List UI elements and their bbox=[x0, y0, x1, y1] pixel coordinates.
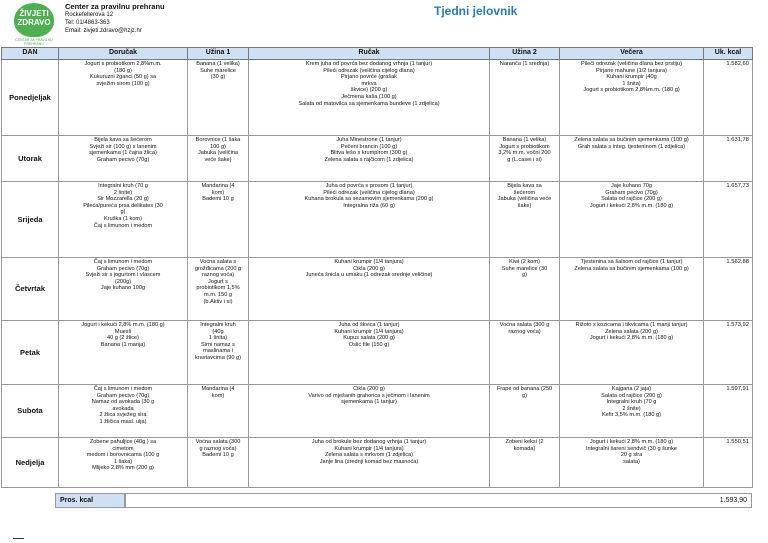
organization-info bbox=[65, 2, 165, 35]
snack2-cell: Naranča (1 srednja) bbox=[490, 60, 560, 136]
day-name: Subota bbox=[2, 385, 59, 438]
table-header-row bbox=[2, 48, 753, 60]
kcal-cell: 1.597,91 bbox=[704, 385, 753, 438]
lunch-cell: Krem juha od povrća bez dodanog vrhnja (1 tanjur) Pileći odrezak (veličina cijelog dlana) Pirjano povrće (grašak mrkva škvice) (200 g) Ječmena kaša (100 g) Salata od matovilca sa sjemenkama bundeve (1 zdjelica) bbox=[249, 60, 490, 136]
day-name: Nedjelja bbox=[2, 438, 59, 488]
dinner-cell: Jaje kuhano 70g Graham pecivo (70g) Salata od rajčice (200 g) Jogurt i kekući 2,8% m.m. (180 g) bbox=[560, 182, 704, 258]
breakfast-cell: Integralni kruh (70 g 2 šnite) Sir Mozzarella (20 g) Pileća/pureća prsa delikates (30 g) Kruška (1 kom) Čaj s limunom i medom bbox=[59, 182, 188, 258]
column-header-day: DAN bbox=[2, 48, 59, 60]
breakfast-cell: Čaj s limunom i medom Graham pecivo (70g) Svježi sir s jogurtom i vlascem (200g) Jaje kuhano 100g bbox=[59, 258, 188, 321]
snack2-cell: Zobeni keksi (2 komada) bbox=[490, 438, 560, 488]
table-row bbox=[2, 60, 753, 136]
column-header-breakfast: Doručak bbox=[59, 48, 188, 60]
dinner-cell: Rižoto s kozicama i tikvicama (1 manji tanjur) Zelena salata (200 g) Jogurt i kekući 2,8% m.m. (180 g) bbox=[560, 321, 704, 385]
kcal-cell: 1.562,88 bbox=[704, 258, 753, 321]
lunch-cell: Juha Minestrone (1 tanjur) Pečeni brancin (100 g) Blitva lešo s krumpirom (300 g) Zelena salata s rajčicom (1 zdjelica) bbox=[249, 136, 490, 182]
breakfast-cell: Bijela kava sa šećerom Svježi sir (100 g) s lanenim sjemenkama (1 čajna žlica) Graham pecivo (70g) bbox=[59, 136, 188, 182]
day-name: Ponedjeljak bbox=[2, 60, 59, 136]
dinner-cell: Tjestenina sa šalsom od rajčice (1 tanjur) Zelena salata sa bučinim sjemenkama (100 g) bbox=[560, 258, 704, 321]
kcal-cell: 1.631,78 bbox=[704, 136, 753, 182]
table-row bbox=[2, 321, 753, 385]
column-header-snack1: Užina 1 bbox=[188, 48, 249, 60]
organization-name: Center za pravilnu prehranu bbox=[65, 2, 165, 11]
average-kcal-row bbox=[1, 493, 752, 508]
dinner-cell: Kajgana (2 jaja) Salata od rajčice (200 g) Integralni kruh (70 g 2 šnite) Kefir 3,5% m.m. (180 g) bbox=[560, 385, 704, 438]
snack1-cell: Mandarina (4 kom) bbox=[188, 385, 249, 438]
column-header-lunch: Ručak bbox=[249, 48, 490, 60]
organization-email: Email: zivjeti.zdravo@hzjz.hr bbox=[65, 28, 142, 34]
snack1-cell: Voćna salata (300 g raznog voća) Bademi 10 g bbox=[188, 438, 249, 488]
logo-subtext: CENTAR ZA PRAVILNU PREHRANU bbox=[15, 38, 53, 46]
logo-text: ŽIVJETI ZDRAVO bbox=[17, 9, 51, 27]
table-row bbox=[2, 258, 753, 321]
column-header-kcal: Uk. kcal bbox=[704, 48, 753, 60]
kcal-cell: 1.582,60 bbox=[704, 60, 753, 136]
average-kcal-box bbox=[125, 493, 752, 508]
snack1-cell: Banana (1 velika) Suhe marelice (30 g) bbox=[188, 60, 249, 136]
table-row bbox=[2, 182, 753, 258]
snack1-cell: Integralni kruh (40g 1 šnita) Sirni namaz s maslinama i krastavcima (90 g) bbox=[188, 321, 249, 385]
table-row bbox=[2, 385, 753, 438]
snack2-cell: Voćna salata (300 g raznog voća) bbox=[490, 321, 560, 385]
day-name: Srijeda bbox=[2, 182, 59, 258]
snack1-cell: Borovnice (1 šaka 100 g) Jabuka (veličina veće šake) bbox=[188, 136, 249, 182]
day-name: Četvrtak bbox=[2, 258, 59, 321]
day-name: Utorak bbox=[2, 136, 59, 182]
dinner-cell: Pileći odrezak (veličina dlana bez prstiju) Pirjane mahune (1/2 tanjura) Kuhani krumpir (40g 1 šnita) Jogurt s probiotikom 2,8%m.m. (180 g) bbox=[560, 60, 704, 136]
average-kcal-value: 1.593,90 bbox=[719, 497, 747, 504]
kcal-cell: 1.573,92 bbox=[704, 321, 753, 385]
breakfast-cell: Čaj s limunom i medom Graham pecivo (70g) Namaz od avokada (30 g avokada 2 žlica svježeg sira 1 žličica masl. ulja) bbox=[59, 385, 188, 438]
average-kcal-label: Pros. kcal bbox=[55, 493, 125, 508]
lunch-cell: Juha od povrća s prosom (1 tanjur) Pileći odrezak (veličina cijelog dlana) Kuhana brokula sa sezamovim sjemenkama (200 g) Integralna riža (60 g) bbox=[249, 182, 490, 258]
breakfast-cell: Jogurt s probiotikom 2,8%m.m. (180 g) Kukuruzni žganci (50 g) sa svježim sirom (100 g) bbox=[59, 60, 188, 136]
kcal-cell: 1.550,51 bbox=[704, 438, 753, 488]
organization-address: Rockefellerova 12 bbox=[65, 12, 114, 18]
dinner-cell: Zelena salata sa bučinim sjemenkama (100 g) Grah salata s integ. tjesteninom (1 zdjelica) bbox=[560, 136, 704, 182]
day-name: Petak bbox=[2, 321, 59, 385]
snack1-cell: Mandarina (4 kom) Bademi 10 g bbox=[188, 182, 249, 258]
lunch-cell: Juha od brokule bez dodanog vrhnja (1 tanjur) Kuhani krumpir (1/4 tanjura) Zelena salata s mrkvom (1 zdjelica) Janje lina (srednji komad bez masnoća) bbox=[249, 438, 490, 488]
weekly-menu-table bbox=[1, 47, 753, 488]
logo bbox=[14, 3, 54, 37]
snack2-cell: Frape od banana (250 g) bbox=[490, 385, 560, 438]
page-title: Tjedni jelovnik bbox=[434, 4, 518, 18]
organization-phone: Tel: 01/4863-363 bbox=[65, 20, 110, 26]
lunch-cell: Juha od škvica (1 tanjur) Kuhani krumpir (1/4 tanjura) Kupus salata (200 g) Oslić file (150 g) bbox=[249, 321, 490, 385]
snack1-cell: Voćna salata s grožđicama (200 g raznog voća) Jogurt s probiotikom 1,5% m.m. 150 g (b.Aktiv i si) bbox=[188, 258, 249, 321]
kcal-cell: 1.657,73 bbox=[704, 182, 753, 258]
dinner-cell: Jogurt i kekući 2,8% m.m. (180 g) Integralni šareni sendvič (30 g šunke 20 g sira salata) bbox=[560, 438, 704, 488]
lunch-cell: Kuhani krumpir (1/4 tanjura) Cikla (200 g) Juneća šnicla u umaku (1 odrezak srednje veličine) bbox=[249, 258, 490, 321]
breakfast-cell: Jogurt i kekući 2,8% m.m. (180 g) Muesli 40 g (2 žlice) Banana (1 manja) bbox=[59, 321, 188, 385]
snack2-cell: Banana (1 velika) Jogurt s probiotikom 3,2% m.m. vočni 200 g (L.casei i si) bbox=[490, 136, 560, 182]
page-header bbox=[0, 0, 768, 46]
snack2-cell: Bijela kava sa šećerom Jabuka (veličina veće šake) bbox=[490, 182, 560, 258]
footer-divider bbox=[13, 538, 24, 539]
table-row bbox=[2, 136, 753, 182]
column-header-snack2: Užina 2 bbox=[490, 48, 560, 60]
table-row bbox=[2, 438, 753, 488]
lunch-cell: Cikla (200 g) Varivo od mješanih grahorica s ječmom i lanenim sjemenkama (1 tanjur) bbox=[249, 385, 490, 438]
snack2-cell: Kiwi (2 kom) Suhe marelice (30 g) bbox=[490, 258, 560, 321]
breakfast-cell: Zobene pahuljice (40g ) sa cimetom medom i borovnicama (100 g 1 šaka) Mlijeko 2,8% mm (200 g) bbox=[59, 438, 188, 488]
column-header-dinner: Večera bbox=[560, 48, 704, 60]
